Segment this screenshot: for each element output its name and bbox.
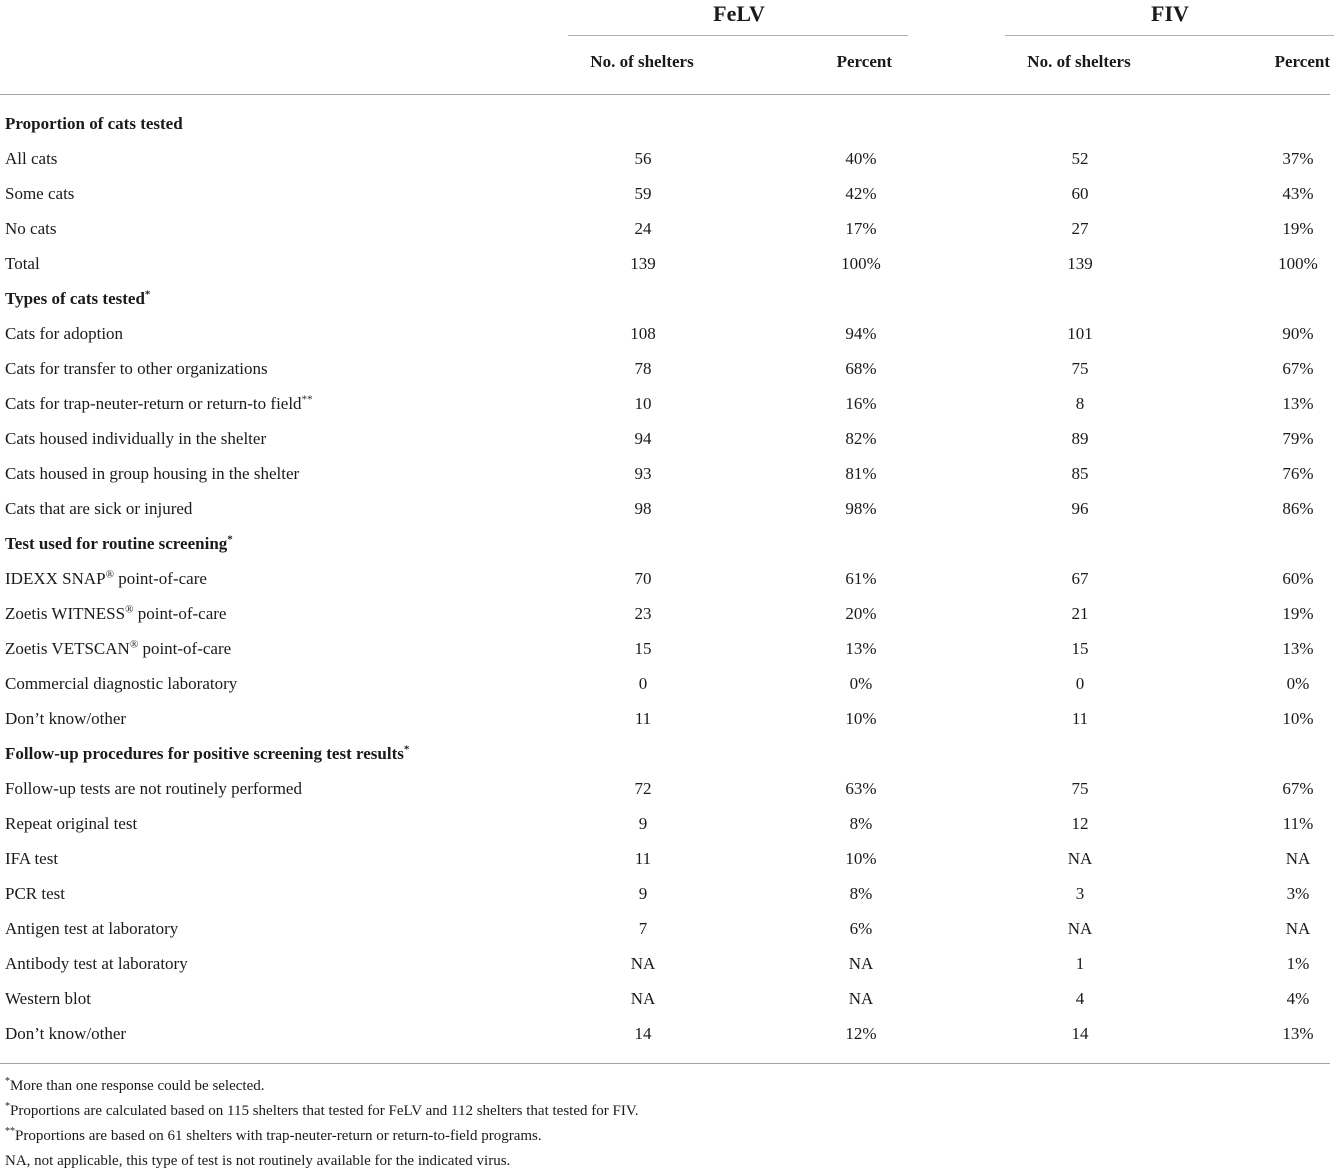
felv-count-cell: 108 bbox=[630, 324, 656, 343]
row-label: Antigen test at laboratory bbox=[5, 919, 179, 938]
section-label: Proportion of cats tested bbox=[5, 114, 183, 133]
section-row bbox=[0, 281, 1334, 316]
row-label: Don’t know/other bbox=[5, 709, 127, 728]
fiv-percent-cell: 86% bbox=[1282, 499, 1314, 518]
footnote bbox=[5, 1149, 1325, 1174]
row-label: Follow-up tests are not routinely performed bbox=[5, 779, 302, 798]
fiv-percent-cell: 60% bbox=[1282, 569, 1314, 588]
row-label: PCR test bbox=[5, 884, 65, 903]
felv-count-cell: 94 bbox=[634, 429, 652, 448]
footnote bbox=[5, 1074, 1325, 1099]
felv-percent-header: Percent bbox=[836, 52, 892, 71]
fiv-percent-cell: 37% bbox=[1282, 149, 1314, 168]
fiv-count-cell: 60 bbox=[1071, 184, 1089, 203]
row-label: IFA test bbox=[5, 849, 59, 868]
felv-count-cell: 59 bbox=[634, 184, 652, 203]
felv-percent-cell: 8% bbox=[849, 814, 873, 833]
fiv-percent-header: Percent bbox=[1274, 52, 1330, 71]
fiv-count-cell: 0 bbox=[1075, 674, 1085, 693]
footnote-text: Proportions are calculated based on 115 shelters that tested for FeLV and 112 shelters that tested for FIV. bbox=[10, 1103, 639, 1119]
table-row bbox=[0, 456, 1334, 491]
felv-percent-cell: 42% bbox=[845, 184, 877, 203]
fiv-count-cell: 21 bbox=[1071, 604, 1089, 623]
section-label: Follow-up procedures for positive screening test results* bbox=[5, 743, 410, 763]
row-label: Cats for trap-neuter-return or return-to field** bbox=[5, 393, 313, 413]
footnote bbox=[5, 1099, 1325, 1124]
felv-count-cell: 72 bbox=[634, 779, 652, 798]
row-label: Some cats bbox=[5, 184, 75, 203]
row-label: Total bbox=[5, 254, 40, 273]
fiv-count-cell: 52 bbox=[1071, 149, 1089, 168]
footnote-mark: * bbox=[227, 533, 233, 546]
felv-percent-cell: 82% bbox=[845, 429, 877, 448]
row-label: Commercial diagnostic laboratory bbox=[5, 674, 238, 693]
felv-count-cell: 9 bbox=[638, 884, 648, 903]
table-row bbox=[0, 666, 1334, 701]
fiv-percent-cell: 67% bbox=[1282, 779, 1314, 798]
row-label: Repeat original test bbox=[5, 814, 138, 833]
felv-count-cell: 98 bbox=[634, 499, 652, 518]
row-label: No cats bbox=[5, 219, 57, 238]
header-rule bbox=[0, 94, 1330, 95]
table-row bbox=[0, 771, 1334, 806]
footnote-text: More than one response could be selected. bbox=[10, 1078, 265, 1094]
row-label: Cats housed individually in the shelter bbox=[5, 429, 267, 448]
fiv-count-cell: 75 bbox=[1071, 359, 1089, 378]
fiv-count-header: No. of shelters bbox=[1027, 52, 1131, 71]
felv-percent-cell: 94% bbox=[845, 324, 877, 343]
table-row bbox=[0, 946, 1334, 981]
table-row bbox=[0, 211, 1334, 246]
table-row bbox=[0, 911, 1334, 946]
table-row bbox=[0, 806, 1334, 841]
felv-percent-cell: 68% bbox=[845, 359, 877, 378]
section-label: Types of cats tested* bbox=[5, 288, 151, 308]
section-row bbox=[0, 736, 1334, 771]
fiv-percent-cell: 13% bbox=[1282, 394, 1314, 413]
footnote-text: NA, not applicable, this type of test is not routinely available for the indicated virus. bbox=[5, 1153, 511, 1169]
felv-count-cell: 14 bbox=[634, 1024, 652, 1043]
fiv-percent-cell: 0% bbox=[1286, 674, 1310, 693]
felv-percent-cell: 81% bbox=[845, 464, 877, 483]
table-row bbox=[0, 421, 1334, 456]
fiv-percent-cell: 1% bbox=[1286, 954, 1310, 973]
table-row bbox=[0, 351, 1334, 386]
table-row bbox=[0, 561, 1334, 596]
footnote-mark: ® bbox=[129, 638, 139, 651]
fiv-count-cell: 75 bbox=[1071, 779, 1089, 798]
table-row bbox=[0, 1016, 1334, 1051]
felv-count-cell: 70 bbox=[634, 569, 652, 588]
row-label: IDEXX SNAP® point-of-care bbox=[5, 568, 207, 588]
fiv-count-cell: 101 bbox=[1067, 324, 1093, 343]
row-label: All cats bbox=[5, 149, 58, 168]
table-row bbox=[0, 491, 1334, 526]
fiv-count-cell: NA bbox=[1067, 919, 1093, 938]
felv-count-cell: 56 bbox=[634, 149, 652, 168]
fiv-percent-cell: NA bbox=[1285, 919, 1311, 938]
fiv-count-cell: 15 bbox=[1071, 639, 1089, 658]
felv-percent-cell: 61% bbox=[845, 569, 877, 588]
felv-count-cell: 24 bbox=[634, 219, 652, 238]
row-label: Cats for transfer to other organizations bbox=[5, 359, 268, 378]
fiv-count-cell: 89 bbox=[1071, 429, 1089, 448]
footnote-mark: ® bbox=[105, 568, 114, 581]
fiv-percent-cell: 4% bbox=[1286, 989, 1310, 1008]
table-row bbox=[0, 981, 1334, 1016]
felv-count-cell: 10 bbox=[634, 394, 652, 413]
footnote-text: Proportions are based on 61 shelters with trap-neuter-return or return-to-field programs. bbox=[15, 1128, 542, 1144]
table-row bbox=[0, 876, 1334, 911]
felv-group-rule bbox=[568, 35, 908, 36]
row-label: Zoetis VETSCAN® point-of-care bbox=[5, 638, 232, 658]
fiv-count-cell: 27 bbox=[1071, 219, 1089, 238]
felv-percent-cell: 98% bbox=[845, 499, 877, 518]
fiv-percent-cell: 100% bbox=[1278, 254, 1318, 273]
footnote-mark: ® bbox=[125, 603, 134, 616]
felv-percent-cell: NA bbox=[848, 954, 874, 973]
fiv-percent-cell: NA bbox=[1285, 849, 1311, 868]
row-label: Cats that are sick or injured bbox=[5, 499, 193, 518]
felv-percent-cell: 10% bbox=[845, 709, 877, 728]
row-label: Antibody test at laboratory bbox=[5, 954, 188, 973]
footnotes bbox=[5, 1074, 1325, 1174]
section-row bbox=[0, 526, 1334, 561]
felv-count-cell: 11 bbox=[634, 849, 652, 868]
table-row bbox=[0, 176, 1334, 211]
footnote-mark: ** bbox=[5, 1126, 15, 1137]
felv-count-cell: 7 bbox=[638, 919, 648, 938]
felv-percent-cell: 17% bbox=[845, 219, 877, 238]
fiv-count-cell: 12 bbox=[1071, 814, 1089, 833]
felv-count-cell: 23 bbox=[634, 604, 652, 623]
fiv-count-cell: 67 bbox=[1071, 569, 1089, 588]
felv-percent-cell: 16% bbox=[845, 394, 877, 413]
fiv-count-cell: 1 bbox=[1075, 954, 1085, 973]
felv-percent-cell: NA bbox=[848, 989, 874, 1008]
felv-count-cell: 139 bbox=[630, 254, 656, 273]
fiv-percent-cell: 19% bbox=[1282, 219, 1314, 238]
table-row bbox=[0, 631, 1334, 666]
felv-count-cell: 0 bbox=[638, 674, 648, 693]
fiv-percent-cell: 3% bbox=[1286, 884, 1310, 903]
table-row bbox=[0, 701, 1334, 736]
fiv-percent-cell: 76% bbox=[1282, 464, 1314, 483]
table-row bbox=[0, 246, 1334, 281]
fiv-count-cell: 96 bbox=[1071, 499, 1089, 518]
felv-percent-cell: 40% bbox=[845, 149, 877, 168]
fiv-percent-cell: 10% bbox=[1282, 709, 1314, 728]
table-body bbox=[0, 106, 1334, 1051]
fiv-group-rule bbox=[1005, 35, 1334, 36]
fiv-percent-cell: 79% bbox=[1282, 429, 1314, 448]
row-label: Zoetis WITNESS® point-of-care bbox=[5, 603, 227, 623]
section-label: Test used for routine screening* bbox=[5, 533, 233, 553]
felv-group-header: FeLV bbox=[713, 1, 765, 26]
felv-count-header: No. of shelters bbox=[590, 52, 694, 71]
fiv-percent-cell: 13% bbox=[1282, 1024, 1314, 1043]
fiv-count-cell: 14 bbox=[1071, 1024, 1089, 1043]
footnote-mark: * bbox=[403, 743, 410, 756]
fiv-percent-cell: 67% bbox=[1282, 359, 1314, 378]
fiv-count-cell: 85 bbox=[1071, 464, 1089, 483]
fiv-count-cell: 11 bbox=[1071, 709, 1089, 728]
felv-count-cell: 11 bbox=[634, 709, 652, 728]
felv-count-cell: 9 bbox=[638, 814, 648, 833]
fiv-percent-cell: 13% bbox=[1282, 639, 1314, 658]
fiv-group-header: FIV bbox=[1151, 1, 1189, 26]
row-label: Cats housed in group housing in the shelter bbox=[5, 464, 300, 483]
footnote bbox=[5, 1124, 1325, 1149]
table-row bbox=[0, 316, 1334, 351]
table-row bbox=[0, 141, 1334, 176]
fiv-count-cell: 139 bbox=[1067, 254, 1093, 273]
fiv-percent-cell: 11% bbox=[1282, 814, 1314, 833]
footnote-mark: ** bbox=[301, 393, 313, 406]
felv-percent-cell: 12% bbox=[845, 1024, 877, 1043]
footnote-mark: * bbox=[144, 288, 151, 301]
row-label: Cats for adoption bbox=[5, 324, 124, 343]
felv-percent-cell: 100% bbox=[841, 254, 881, 273]
felv-percent-cell: 63% bbox=[845, 779, 877, 798]
table-row bbox=[0, 841, 1334, 876]
felv-percent-cell: 10% bbox=[845, 849, 877, 868]
felv-count-cell: 93 bbox=[634, 464, 652, 483]
bottom-rule bbox=[0, 1063, 1330, 1064]
table-row bbox=[0, 386, 1334, 421]
felv-percent-cell: 8% bbox=[849, 884, 873, 903]
fiv-count-cell: 8 bbox=[1075, 394, 1085, 413]
fiv-count-cell: NA bbox=[1067, 849, 1093, 868]
fiv-count-cell: 3 bbox=[1075, 884, 1085, 903]
felv-count-cell: 78 bbox=[634, 359, 652, 378]
felv-percent-cell: 20% bbox=[845, 604, 877, 623]
felv-count-cell: 15 bbox=[634, 639, 652, 658]
fiv-percent-cell: 19% bbox=[1282, 604, 1314, 623]
footnote-mark: * bbox=[5, 1101, 10, 1112]
table-row bbox=[0, 596, 1334, 631]
fiv-count-cell: 4 bbox=[1075, 989, 1085, 1008]
fiv-percent-cell: 43% bbox=[1282, 184, 1314, 203]
felv-percent-cell: 13% bbox=[845, 639, 877, 658]
row-label: Don’t know/other bbox=[5, 1024, 127, 1043]
row-label: Western blot bbox=[5, 989, 91, 1008]
felv-count-cell: NA bbox=[630, 989, 656, 1008]
felv-percent-cell: 0% bbox=[849, 674, 873, 693]
fiv-percent-cell: 90% bbox=[1282, 324, 1314, 343]
footnote-mark: * bbox=[5, 1076, 10, 1087]
felv-percent-cell: 6% bbox=[849, 919, 873, 938]
felv-count-cell: NA bbox=[630, 954, 656, 973]
section-row bbox=[0, 106, 1334, 141]
